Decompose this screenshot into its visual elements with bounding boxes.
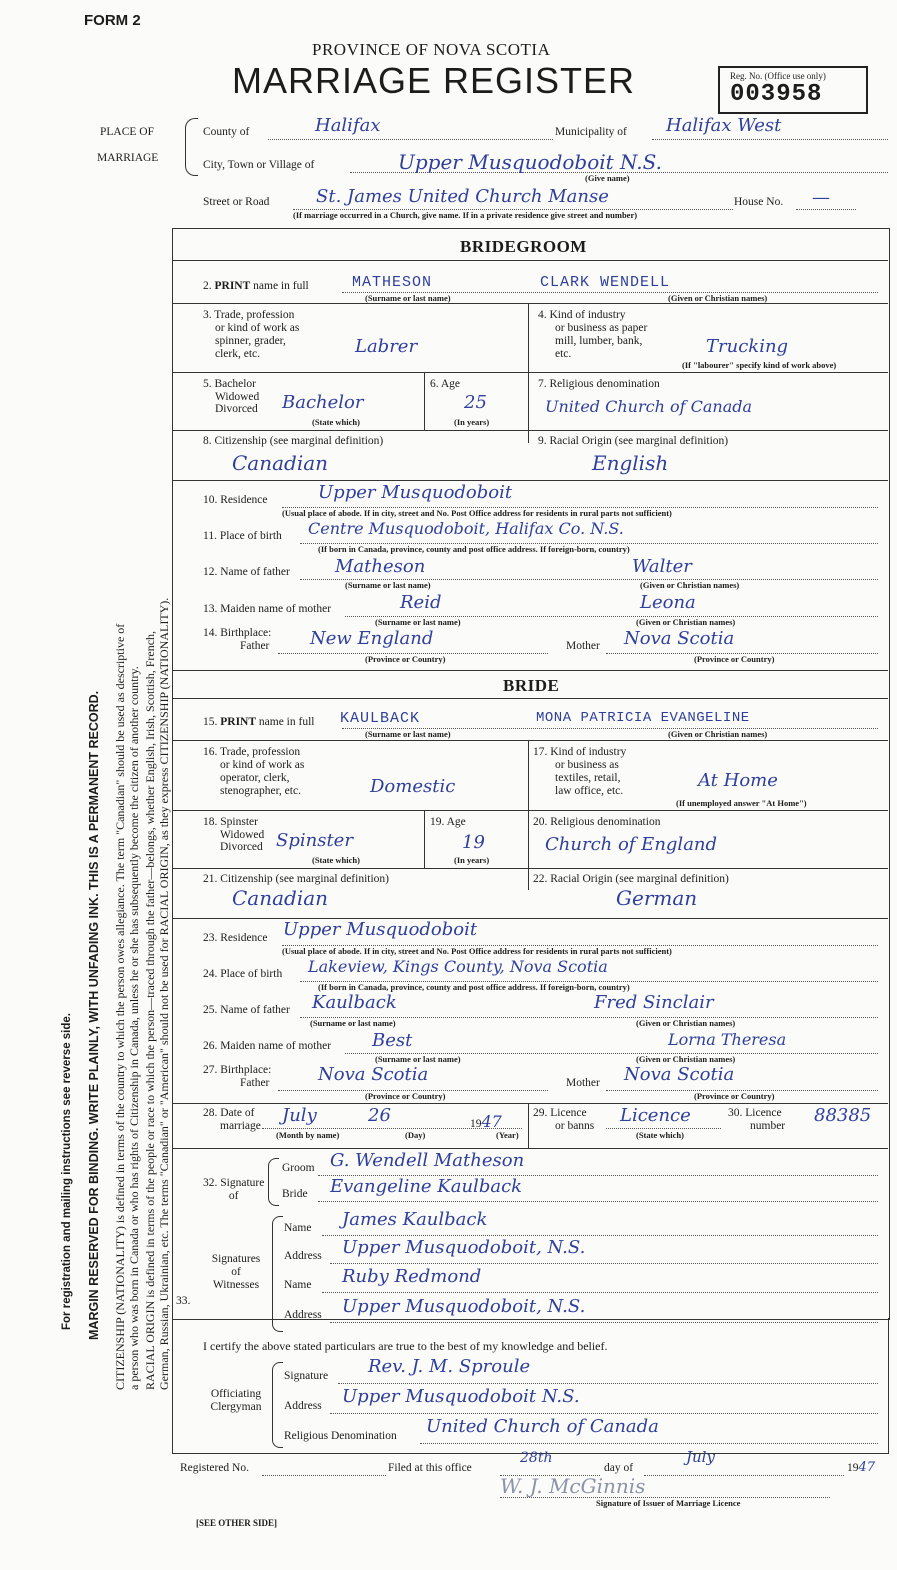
bride-status-label: 18. Spinster Widowed Divorced xyxy=(203,816,265,853)
groom-residence-caption: (Usual place of abode. If in city, street and No. Post Office address for residents in rural parts not sufficient) xyxy=(282,508,672,518)
groom-given: CLARK WENDELL xyxy=(540,274,671,291)
bride-religion: Church of England xyxy=(545,834,718,855)
bride-parents-bp-label: 27. Birthplace: xyxy=(203,1064,272,1076)
street-label: Street or Road xyxy=(203,196,270,208)
bride-father-bp: Nova Scotia xyxy=(318,1064,429,1085)
bride-birthplace-label: 24. Place of birth xyxy=(203,968,283,980)
bride-sig-label: Bride xyxy=(282,1188,308,1200)
place-label-2: MARRIAGE xyxy=(97,152,159,164)
groom-mother-bp: Nova Scotia xyxy=(624,628,735,649)
bride-heading: BRIDE xyxy=(503,676,560,695)
filed-year: 1947 xyxy=(847,1460,876,1475)
groom-trade-label: 3. Trade, profession or kind of work as spinner, grader, clerk, etc. xyxy=(203,309,300,360)
w1-name-label: Name xyxy=(284,1222,312,1234)
bride-mother-label: 26. Maiden name of mother xyxy=(203,1040,332,1052)
bride-citizenship: Canadian xyxy=(232,886,329,910)
date-label: 28. Date of marriage xyxy=(203,1107,261,1132)
caption-given: (Given or Christian names) xyxy=(636,1018,736,1028)
year-caption: (Year) xyxy=(496,1130,519,1140)
county-value: Halifax xyxy=(315,115,381,136)
clergy-address-label: Address xyxy=(284,1400,322,1412)
witness1-name: James Kaulback xyxy=(342,1209,488,1230)
witness2-address: Upper Musquodoboit, N.S. xyxy=(342,1296,586,1317)
bride-residence-caption: (Usual place of abode. If in city, street and No. Post Office address for residents in rural parts not sufficient) xyxy=(282,946,672,956)
bride-father-bp-label: Father xyxy=(240,1077,270,1089)
bride-surname: KAULBACK xyxy=(340,710,421,727)
groom-age: 25 xyxy=(464,392,487,413)
groom-birthplace-label: 11. Place of birth xyxy=(203,530,282,542)
clergy-signature: Rev. J. M. Sproule xyxy=(368,1356,531,1377)
bride-signature: Evangeline Kaulback xyxy=(330,1176,523,1197)
groom-father-label: 12. Name of father xyxy=(203,566,290,578)
bridegroom-heading: BRIDEGROOM xyxy=(460,237,587,256)
certify-text: I certify the above stated particulars are true to the best of my knowledge and belief. xyxy=(203,1339,608,1353)
marriage-month: July xyxy=(282,1105,317,1126)
bride-racial-label: 22. Racial Origin (see marginal definition) xyxy=(533,873,729,885)
issuer-signature: W. J. McGinnis xyxy=(500,1474,646,1498)
caption-given: (Given or Christian names) xyxy=(668,729,768,739)
margin-line-3: CITIZENSHIP (NATIONALITY) is defined in terms of the country to which the person owes allegiance. The term "Canadian" should be used as descriptive of xyxy=(113,623,127,1390)
groom-father-bp: New England xyxy=(310,628,434,649)
clergy-denomination: United Church of Canada xyxy=(426,1416,659,1437)
clergy-address: Upper Musquodoboit N.S. xyxy=(342,1386,580,1407)
bride-father-surname: Kaulback xyxy=(312,992,397,1013)
bride-father-label: 25. Name of father xyxy=(203,1004,290,1016)
groom-status-caption: (State which) xyxy=(312,417,360,427)
issuer-caption: Signature of Issuer of Marriage Licence xyxy=(596,1498,741,1508)
witness-label: Signatures of Witnesses xyxy=(211,1253,261,1291)
county-label: County of xyxy=(203,126,250,138)
filed-day: 28th xyxy=(520,1450,553,1466)
groom-status: Bachelor xyxy=(282,392,364,413)
witness1-address: Upper Musquodoboit, N.S. xyxy=(342,1237,586,1258)
groom-mother-given: Leona xyxy=(640,592,696,613)
bride-name-label: 15. PRINT name in full xyxy=(203,716,315,728)
street-caption: (If marriage occurred in a Church, give name. If in a private residence give street and number) xyxy=(293,210,638,220)
filed-month: July xyxy=(686,1448,715,1466)
caption-given: (Given or Christian names) xyxy=(636,617,736,627)
marriage-year: 1947 xyxy=(470,1112,502,1131)
groom-mother-bp-label: Mother xyxy=(566,640,600,652)
licence-value: Licence xyxy=(620,1105,691,1126)
bride-trade: Domestic xyxy=(370,776,456,797)
reg-number: 003958 xyxy=(730,81,823,108)
groom-racial-label: 9. Racial Origin (see marginal definition) xyxy=(538,435,729,447)
witness-num: 33. xyxy=(176,1295,191,1307)
day-caption: (Day) xyxy=(405,1130,426,1140)
groom-age-label: 6. Age xyxy=(430,378,461,390)
form-label: FORM 2 xyxy=(84,12,141,29)
house-label: House No. xyxy=(734,196,784,208)
groom-religion-label: 7. Religious denomination xyxy=(538,378,660,390)
groom-racial: English xyxy=(592,451,669,475)
margin-line-2: MARGIN RESERVED FOR BINDING. WRITE PLAINLY, WITH UNFADING INK. THIS IS A PERMANENT RECORD. xyxy=(87,690,101,1340)
groom-birthplace-caption: (If born in Canada, province, county and post office address. If foreign-born, country) xyxy=(318,544,630,554)
bride-mother-surname: Best xyxy=(372,1030,413,1051)
bride-birthplace: Lakeview, Kings County, Nova Scotia xyxy=(308,957,608,976)
bride-mother-given: Lorna Theresa xyxy=(668,1030,787,1049)
bride-age: 19 xyxy=(462,832,485,853)
groom-surname: MATHESON xyxy=(352,274,433,291)
page-title: MARRIAGE REGISTER xyxy=(232,60,636,101)
registered-label: Registered No. xyxy=(180,1462,249,1474)
bride-trade-label: 16. Trade, profession or kind of work as operator, clerk, stenographer, etc. xyxy=(203,746,305,797)
municipality-value: Halifax West xyxy=(666,115,782,136)
bride-given: MONA PATRICIA EVANGELINE xyxy=(536,710,750,726)
city-label: City, Town or Village of xyxy=(203,159,315,171)
licence-no-label: 30. Licence number xyxy=(728,1107,786,1132)
groom-citizenship: Canadian xyxy=(232,451,329,475)
bride-residence-label: 23. Residence xyxy=(203,932,268,944)
groom-father-bp-label: Father xyxy=(240,640,270,652)
licence-number: 88385 xyxy=(814,1105,872,1126)
groom-mother-label: 13. Maiden name of mother xyxy=(203,603,332,615)
margin-instructions xyxy=(61,90,205,1570)
clergy-label: Officiating Clergyman xyxy=(210,1388,262,1413)
caption-surname: (Surname or last name) xyxy=(365,729,451,739)
margin-line-5: RACIAL ORIGIN is defined in terms of the people or race to which the person—traced through the father—belongs, whether English, Irish, Scottish, French, xyxy=(143,630,157,1390)
bride-status: Spinster xyxy=(276,830,353,851)
caption-given: (Given or Christian names) xyxy=(636,1054,736,1064)
clergy-rel-label: Religious Denomination xyxy=(284,1430,397,1442)
groom-citizenship-label: 8. Citizenship (see marginal definition) xyxy=(203,435,384,447)
caption-province: (Province or Country) xyxy=(694,654,775,664)
bride-status-caption: (State which) xyxy=(312,855,360,865)
groom-signature: G. Wendell Matheson xyxy=(330,1150,525,1171)
caption-surname: (Surname or last name) xyxy=(365,293,451,303)
groom-father-given: Walter xyxy=(632,556,692,577)
filed-label: Filed at this office xyxy=(388,1462,472,1474)
groom-trade: Labrer xyxy=(355,336,418,357)
groom-sig-label: Groom xyxy=(282,1162,315,1174)
bride-racial: German xyxy=(616,886,698,910)
groom-name-label: 2. PRINT name in full xyxy=(203,280,309,292)
bride-industry: At Home xyxy=(698,770,778,791)
caption-province: (Province or Country) xyxy=(365,654,446,664)
groom-industry: Trucking xyxy=(706,336,789,357)
reg-number-box xyxy=(718,66,868,114)
w1-address-label: Address xyxy=(284,1250,322,1262)
month-caption: (Month by name) xyxy=(276,1130,340,1140)
house-value: — xyxy=(812,187,830,208)
bride-birthplace-caption: (If born in Canada, province, county and post office address. If foreign-born, country) xyxy=(318,982,630,992)
bride-industry-caption: (If unemployed answer "At Home") xyxy=(676,798,807,808)
caption-surname: (Surname or last name) xyxy=(345,580,431,590)
street-value: St. James United Church Manse xyxy=(316,186,609,207)
margin-line-6: German, Russian, Ukrainian, etc. The terms "Canadian" or "American" should not be used for RACIAL ORIGIN, as they express CITIZENSHIP (NATIONALITY). xyxy=(157,597,171,1390)
province-heading: PROVINCE OF NOVA SCOTIA xyxy=(312,40,551,59)
groom-status-label: 5. Bachelor Widowed Divorced xyxy=(203,378,260,415)
bride-residence: Upper Musquodoboit xyxy=(283,919,478,940)
bride-mother-bp-label: Mother xyxy=(566,1077,600,1089)
place-label-1: PLACE OF xyxy=(100,126,154,138)
w2-address-label: Address xyxy=(284,1309,322,1321)
groom-birthplace: Centre Musquodoboit, Halifax Co. N.S. xyxy=(308,519,624,538)
bride-age-label: 19. Age xyxy=(430,816,466,828)
groom-residence-label: 10. Residence xyxy=(203,494,268,506)
margin-line-1: For registration and mailing instructions see reverse side. xyxy=(61,1013,73,1330)
day-of-label: day of xyxy=(604,1462,634,1474)
licence-label: 29. Licence or banns xyxy=(533,1107,595,1132)
groom-residence: Upper Musquodoboit xyxy=(318,482,513,503)
groom-industry-caption: (If "labourer" specify kind of work above) xyxy=(682,360,837,370)
caption-given: (Given or Christian names) xyxy=(668,293,768,303)
bride-age-caption: (In years) xyxy=(454,855,490,865)
groom-mother-surname: Reid xyxy=(400,592,442,613)
bride-father-given: Fred Sinclair xyxy=(594,992,714,1013)
reg-caption: Reg. No. (Office use only) xyxy=(730,71,826,81)
municipality-label: Municipality of xyxy=(555,126,627,138)
caption-province: (Province or Country) xyxy=(694,1091,775,1101)
bride-citizenship-label: 21. Citizenship (see marginal definition) xyxy=(203,873,389,885)
bride-mother-bp: Nova Scotia xyxy=(624,1064,735,1085)
see-other-side: [SEE OTHER SIDE] xyxy=(196,1518,278,1528)
clergy-sig-label: Signature xyxy=(284,1370,329,1382)
groom-religion: United Church of Canada xyxy=(545,397,753,416)
groom-father-surname: Matheson xyxy=(335,556,426,577)
caption-surname: (Surname or last name) xyxy=(310,1018,396,1028)
margin-line-4: a person who was born in Canada or who has rights of Citizenship in Canada, unless he or she has subsequently become the citizen of another country. xyxy=(127,666,141,1390)
caption-province: (Province or Country) xyxy=(365,1091,446,1101)
w2-name-label: Name xyxy=(284,1279,312,1291)
marriage-day: 26 xyxy=(368,1105,391,1126)
groom-industry-label: 4. Kind of industry or business as paper mill, lumber, bank, etc. xyxy=(538,309,648,360)
caption-given: (Given or Christian names) xyxy=(640,580,740,590)
licence-caption: (State which) xyxy=(636,1130,684,1140)
groom-age-caption: (In years) xyxy=(454,417,490,427)
witness2-name: Ruby Redmond xyxy=(342,1266,482,1287)
caption-surname: (Surname or last name) xyxy=(375,617,461,627)
city-value: Upper Musquodoboit N.S. xyxy=(398,150,662,174)
city-caption: (Give name) xyxy=(585,173,630,183)
bride-industry-label: 17. Kind of industry or business as textiles, retail, law office, etc. xyxy=(533,746,627,797)
caption-surname: (Surname or last name) xyxy=(375,1054,461,1064)
bride-religion-label: 20. Religious denomination xyxy=(533,816,661,828)
groom-parents-bp-label: 14. Birthplace: xyxy=(203,627,272,639)
sig-label: 32. Signature of xyxy=(203,1177,265,1202)
